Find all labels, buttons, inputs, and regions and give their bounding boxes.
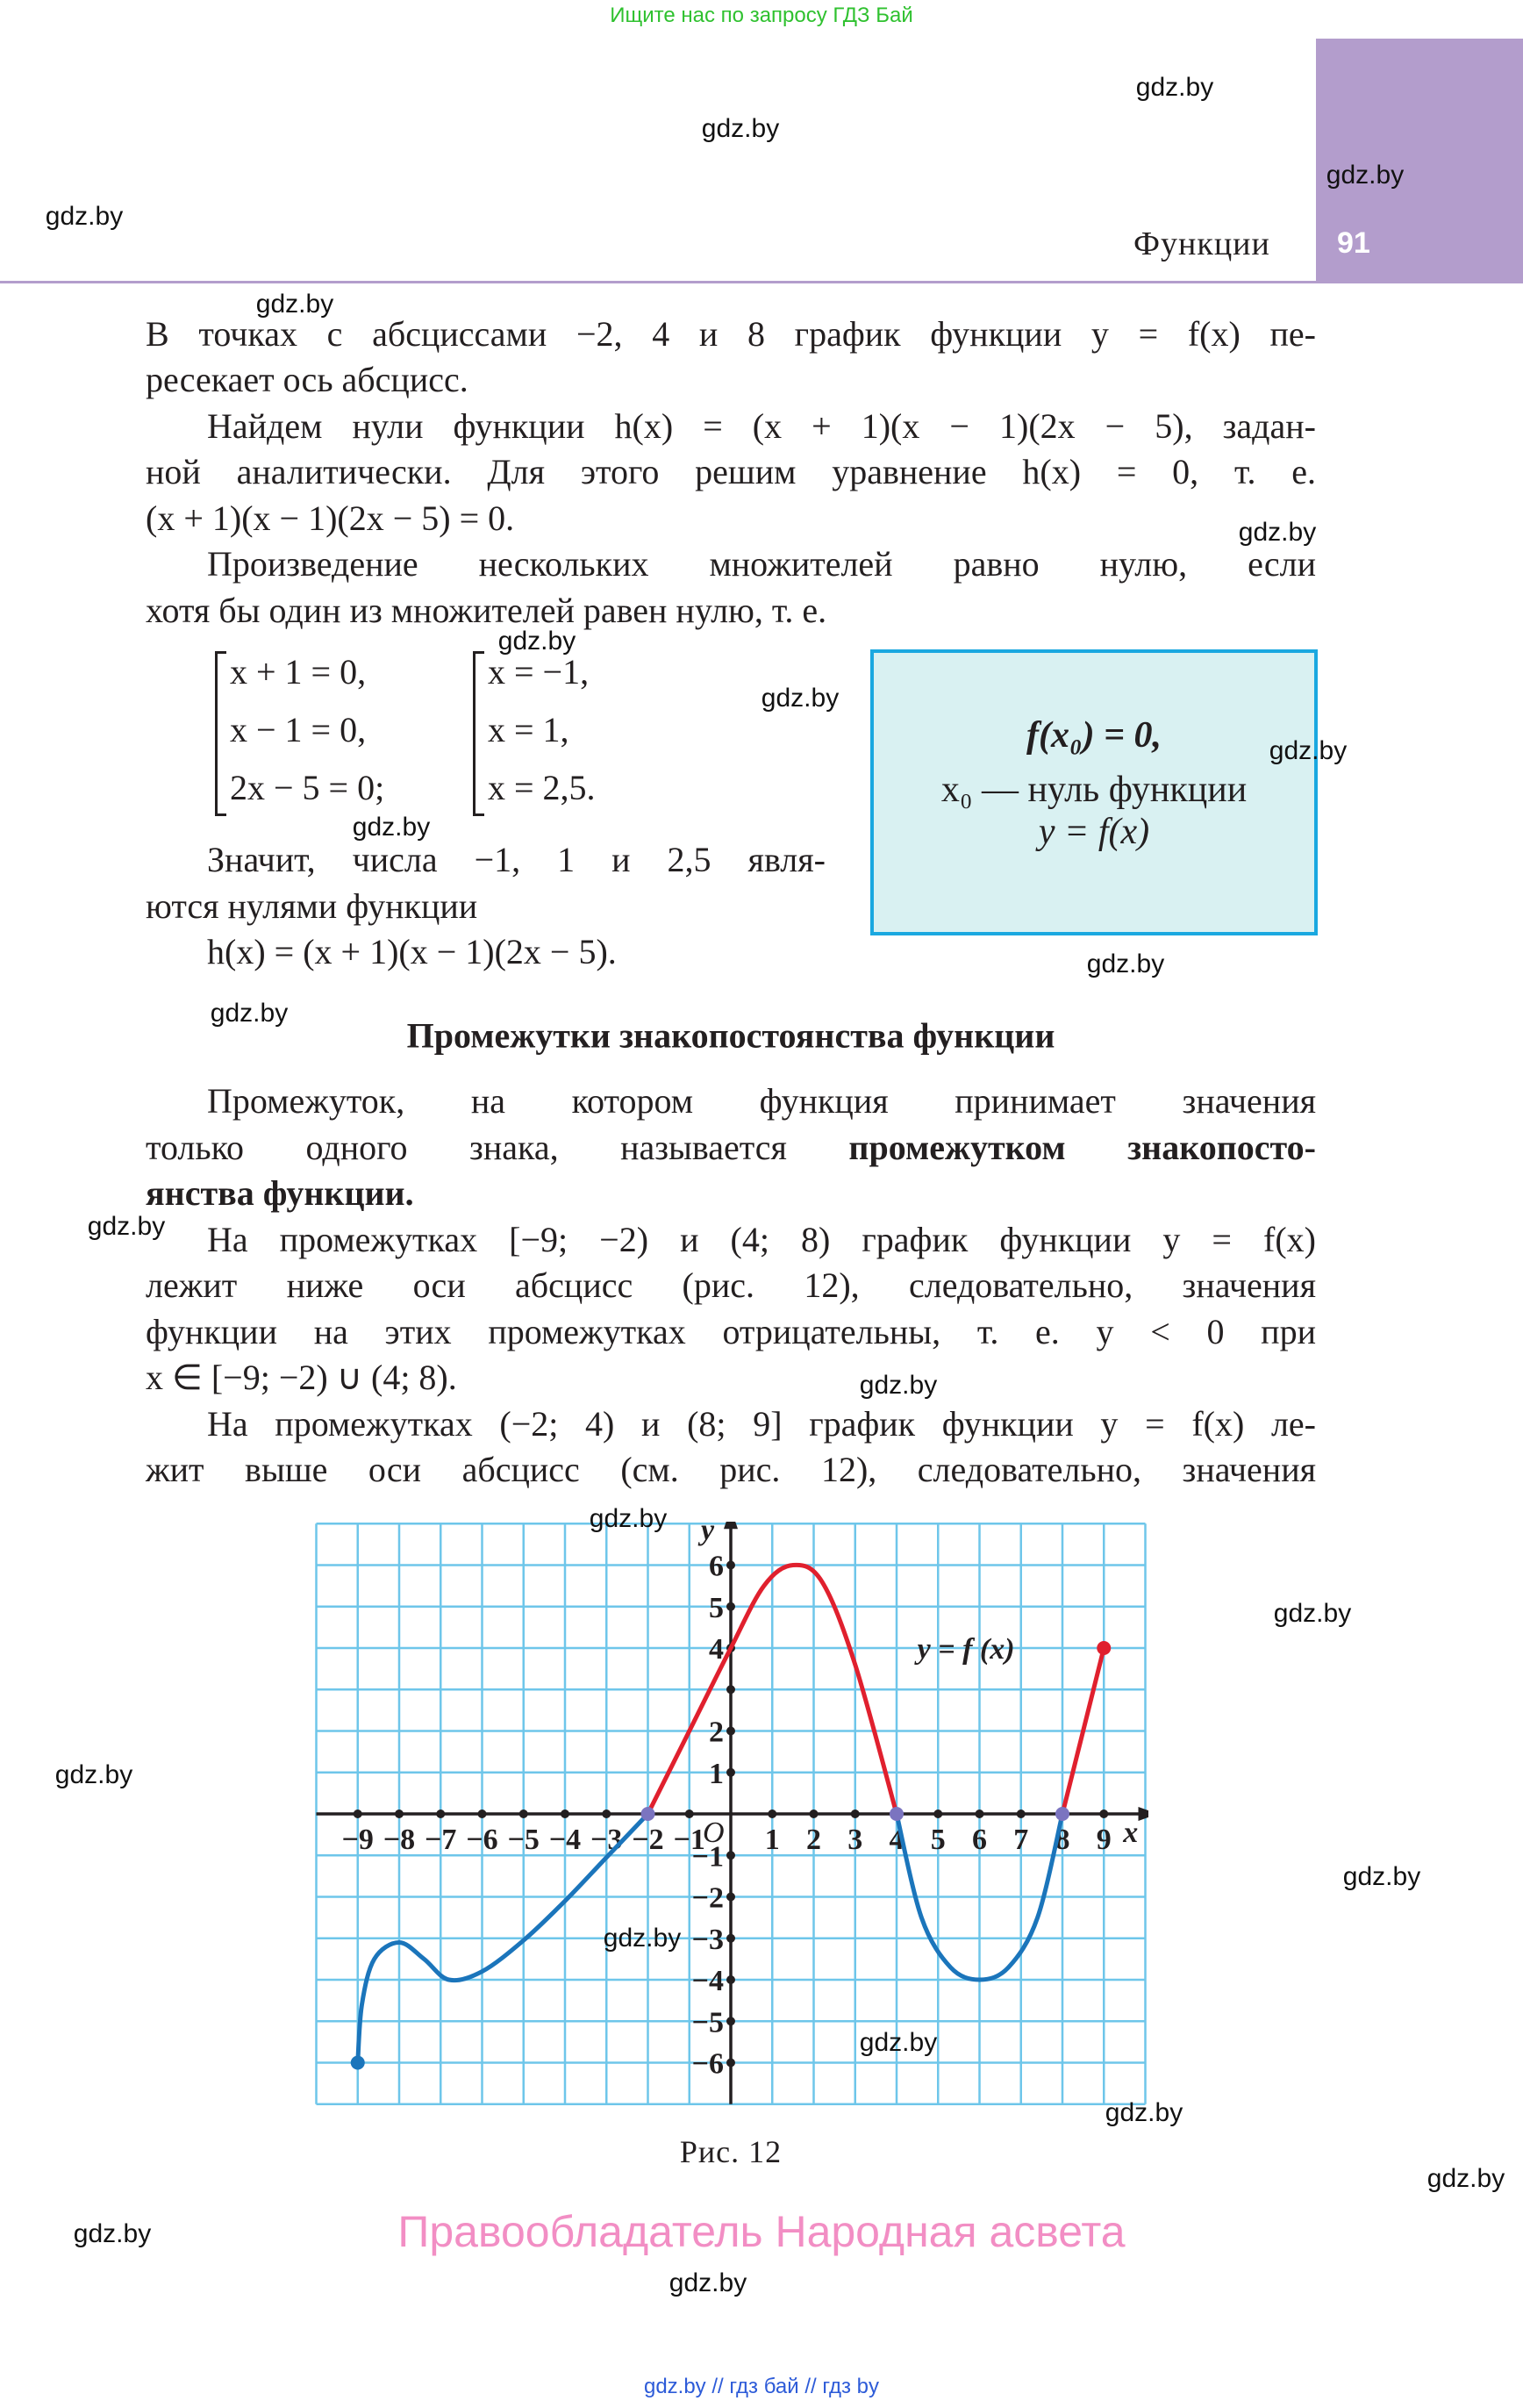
system-bracket: [215, 651, 226, 816]
term-bold: промежутком знакопосто-: [848, 1128, 1316, 1167]
x-tick: [436, 1810, 445, 1818]
x-tick: [354, 1810, 362, 1818]
y-tick: [726, 1602, 735, 1611]
watermark: gdz.by: [73, 2219, 152, 2248]
copyright-notice: Правообладатель Народная асвета: [397, 2207, 1126, 2256]
x-tick: [1099, 1810, 1108, 1818]
origin-label: O: [703, 1817, 725, 1849]
x-tick: [395, 1810, 404, 1818]
text-line: h(x) = (x + 1)(x − 1)(2x − 5).: [207, 932, 617, 971]
y-tick-label: 6: [709, 1550, 724, 1583]
definition-box: [870, 649, 1318, 935]
zero-point: [641, 1807, 655, 1821]
x-tick: [478, 1810, 487, 1818]
x-axis-arrow-icon: [1139, 1807, 1149, 1821]
footer-links[interactable]: gdz.by // гдз бай // гдз by: [643, 2375, 880, 2398]
text-line: Значит, числа −1, 1 и 2,5 явля-: [207, 840, 826, 879]
watermark: gdz.by: [87, 1212, 166, 1241]
watermark: gdz.by: [669, 2268, 747, 2297]
x-tick: [1017, 1810, 1026, 1818]
graph-label: y = f (x): [917, 1633, 1015, 1666]
y-tick: [726, 1685, 735, 1694]
text-line: Найдем нули функции h(x) = (x + 1)(x − 1)(2x − 5), задан-: [207, 406, 1316, 446]
text-line: [146, 1125, 1316, 1171]
x-tick: [768, 1810, 776, 1818]
page-number: 91: [1337, 226, 1370, 260]
text-line: На промежутках (−2; 4) и (8; 9] график функции y = f(x) ле-: [207, 1404, 1316, 1444]
watermark: gdz.by: [1238, 518, 1317, 547]
y-tick-label: −4: [691, 1965, 724, 1997]
text-line: В точках с абсциссами −2, 4 и 8 график функции y = f(x) пе-: [146, 314, 1316, 354]
y-tick-label: 1: [709, 1757, 724, 1790]
text-line: (x + 1)(x − 1)(2x − 5) = 0.: [146, 498, 515, 538]
section-title: Функции: [1133, 226, 1270, 262]
y-tick: [726, 1727, 735, 1736]
watermark: gdz.by: [761, 684, 840, 713]
y-tick-label: 5: [709, 1591, 724, 1624]
function-graph: [315, 1522, 1148, 2108]
x-tick-label: 2: [806, 1824, 821, 1856]
y-tick-label: 2: [709, 1716, 724, 1749]
text-line: ресекает ось абсцисс.: [146, 360, 468, 399]
text-line: x ∈ [−9; −2) ∪ (4; 8).: [146, 1358, 457, 1397]
text-line: ются нулями функции: [146, 886, 478, 926]
x-tick-label: −2: [632, 1824, 664, 1856]
x-tick-label: −9: [341, 1824, 374, 1856]
text-line: ной аналитически. Для этого решим уравнение h(x) = 0, т. е.: [146, 452, 1316, 491]
term-bold: янства функции.: [146, 1173, 414, 1213]
x-tick-label: −8: [383, 1824, 416, 1856]
watermark: gdz.by: [1086, 950, 1165, 978]
equation: x + 1 = 0,: [230, 652, 367, 692]
watermark: gdz.by: [210, 999, 289, 1028]
y-tick: [726, 1851, 735, 1860]
watermark: gdz.by: [1326, 161, 1405, 190]
y-tick-label: −5: [691, 2006, 724, 2039]
x-tick-label: −4: [548, 1824, 582, 1856]
x-tick-label: 9: [1096, 1824, 1112, 1856]
watermark: gdz.by: [1269, 736, 1348, 765]
x-tick-label: 5: [930, 1824, 946, 1856]
text-line: Произведение нескольких множителей равно нулю, если: [207, 544, 1316, 584]
watermark: gdz.by: [1135, 73, 1214, 102]
y-tick: [726, 1561, 735, 1570]
watermark: gdz.by: [589, 1504, 668, 1533]
watermark: gdz.by: [1342, 1862, 1421, 1891]
y-axis-arrow-icon: [724, 1522, 738, 1529]
text-line: хотя бы один из множителей равен нулю, т. е.: [146, 591, 827, 630]
x-tick-label: 1: [764, 1824, 780, 1856]
y-tick: [726, 2059, 735, 2068]
x-tick-label: −7: [425, 1824, 457, 1856]
x-tick: [851, 1810, 860, 1818]
watermark: gdz.by: [352, 813, 431, 842]
y-tick: [726, 1934, 735, 1943]
x-tick: [519, 1810, 528, 1818]
watermark: gdz.by: [45, 202, 124, 231]
y-tick: [726, 2017, 735, 2025]
x-axis-label: x: [1123, 1817, 1139, 1849]
x-tick-label: 6: [972, 1824, 987, 1856]
header-divider: [0, 281, 1523, 283]
equation: x = 2,5.: [488, 768, 596, 807]
x-tick: [976, 1810, 984, 1818]
text-line: функции на этих промежутках отрицательны, т. е. y < 0 при: [146, 1312, 1316, 1351]
definition-formula: f(x₀) = 0,: [1026, 715, 1162, 756]
equation: 2x − 5 = 0;: [230, 768, 385, 807]
watermark: gdz.by: [1426, 2164, 1505, 2193]
x-tick-label: 8: [1055, 1824, 1070, 1856]
y-tick: [726, 1975, 735, 1984]
watermark: gdz.by: [255, 290, 334, 319]
watermark: gdz.by: [603, 1924, 682, 1953]
x-tick: [561, 1810, 569, 1818]
text-line: жит выше оси абсцисс (см. рис. 12), следовательно, значения: [146, 1450, 1316, 1489]
endpoint-dot: [1097, 1641, 1111, 1655]
x-tick-label: −6: [466, 1824, 498, 1856]
x-tick-label: 3: [847, 1824, 863, 1856]
y-tick-label: −3: [691, 1923, 724, 1956]
x-tick: [810, 1810, 819, 1818]
watermark: gdz.by: [859, 1371, 938, 1400]
x-tick-label: −1: [673, 1824, 705, 1856]
section-heading: Промежутки знакопостоянства функции: [406, 1015, 1055, 1056]
search-notice: Ищите нас по запросу ГДЗ Бай: [610, 4, 913, 27]
figure-caption: Рис. 12: [679, 2134, 783, 2169]
y-tick-label: −6: [691, 2047, 724, 2081]
x-tick: [602, 1810, 611, 1818]
y-tick-label: −1: [691, 1840, 724, 1874]
text-line: лежит ниже оси абсцисс (рис. 12), следовательно, значения: [146, 1265, 1316, 1305]
x-tick-label: 7: [1013, 1824, 1029, 1856]
x-tick-label: −5: [507, 1824, 540, 1856]
watermark: gdz.by: [859, 2028, 938, 2057]
y-tick-label: 4: [709, 1633, 724, 1666]
equation: x = 1,: [488, 710, 569, 749]
text-plain: только одного знака, называется: [146, 1128, 849, 1167]
x-tick-label: 4: [889, 1824, 905, 1856]
watermark: gdz.by: [497, 627, 576, 656]
x-tick: [933, 1810, 942, 1818]
watermark: gdz.by: [1273, 1599, 1352, 1628]
watermark: gdz.by: [701, 114, 780, 143]
zero-point: [890, 1807, 904, 1821]
watermark: gdz.by: [54, 1760, 133, 1789]
x-tick: [685, 1810, 694, 1818]
y-tick: [726, 1893, 735, 1902]
equation: x = −1,: [488, 652, 590, 692]
text-line: Промежуток, на котором функция принимает значения: [207, 1081, 1316, 1121]
definition-text: x₀ — нуль функции: [940, 770, 1248, 810]
system-bracket: [473, 651, 484, 816]
y-tick-label: −2: [691, 1881, 724, 1915]
text-line: На промежутках [−9; −2) и (4; 8) график функции y = f(x): [207, 1220, 1316, 1259]
y-tick: [726, 1768, 735, 1777]
y-axis-label: y: [701, 1522, 715, 1547]
x-tick-label: −3: [590, 1824, 623, 1856]
definition-function: y = f(x): [1038, 812, 1150, 852]
equation: x − 1 = 0,: [230, 710, 367, 749]
watermark: gdz.by: [1105, 2098, 1183, 2127]
zero-point: [1055, 1807, 1069, 1821]
endpoint-dot: [351, 2056, 365, 2070]
